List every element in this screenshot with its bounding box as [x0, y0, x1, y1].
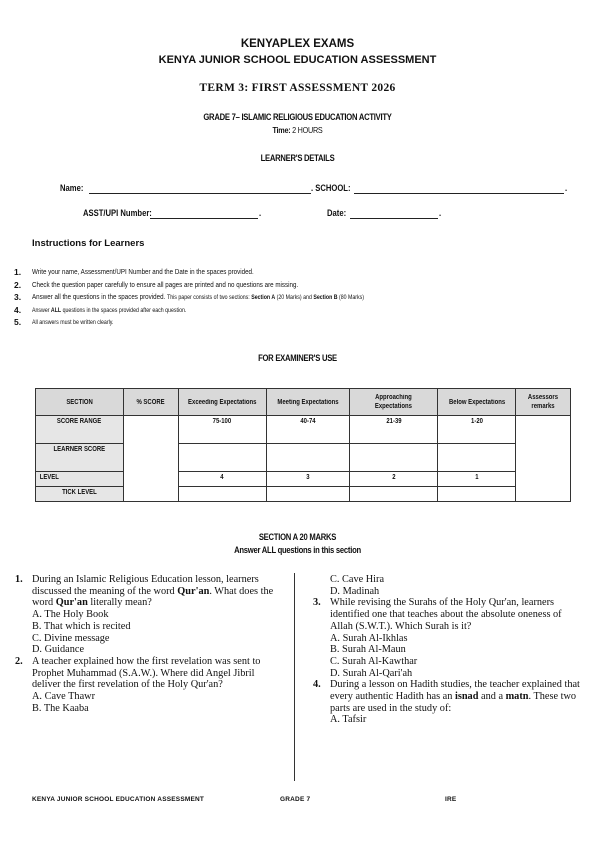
tick-cell[interactable]	[438, 487, 516, 502]
table-row	[36, 416, 571, 444]
tick-cell[interactable]	[350, 487, 438, 502]
footer-subject: IRE	[445, 796, 457, 803]
footer-grade: GRADE 7	[280, 796, 311, 803]
learner-score-cell[interactable]	[266, 444, 350, 472]
score-table	[35, 388, 571, 502]
table-row	[36, 444, 571, 472]
level-below: 1	[438, 472, 516, 487]
date-field[interactable]	[350, 211, 438, 219]
date-label: Date:	[327, 208, 347, 218]
row-label-level: LEVEL	[36, 472, 124, 487]
col-percent-score: % SCORE	[123, 389, 178, 416]
percent-score-cell[interactable]	[123, 416, 178, 502]
question-1-option-c[interactable]: C. Divine message	[32, 632, 110, 644]
range-meeting: 40-74	[266, 416, 350, 444]
level-meeting: 3	[266, 472, 350, 487]
table-row	[36, 487, 571, 502]
instruction-item: 3. Answer all the questions in the spaces provided. This paper consists of two sections: Section A (20 Marks) and Section B (80 Marks)	[14, 292, 365, 303]
exam-name: KENYAPLEX EXAMS	[240, 38, 355, 50]
question-3-option-d[interactable]: D. Surah Al-Qari'ah	[330, 667, 413, 679]
grade-subject: GRADE 7– ISLAMIC RELIGIOUS EDUCATION ACTIVITY	[203, 112, 392, 122]
question-3-option-a[interactable]: A. Surah Al-Ikhlas	[330, 632, 408, 644]
question-2-option-c[interactable]: C. Cave Hira	[330, 574, 385, 585]
question-3-option-c[interactable]: C. Surah Al-Kawthar	[330, 655, 418, 667]
questions-right-column	[313, 574, 585, 726]
assessment-title: KENYA JUNIOR SCHOOL EDUCATION ASSESSMENT	[158, 54, 437, 66]
range-below: 1-20	[438, 416, 516, 444]
questions-left-column	[15, 574, 280, 714]
school-field[interactable]	[354, 186, 564, 194]
section-a-heading: SECTION A 20 MARKS	[258, 532, 337, 542]
col-section: SECTION	[36, 389, 124, 416]
learner-score-cell[interactable]	[350, 444, 438, 472]
range-exceeding: 75-100	[178, 416, 266, 444]
time-value: 2 HOURS	[292, 125, 323, 135]
instruction-item: 2. Check the question paper carefully to ensure all pages are printed and no questions are missing.	[14, 279, 299, 290]
school-end: .	[565, 183, 568, 193]
col-exceeding: Exceeding Expectations	[178, 389, 266, 416]
learner-details-heading: LEARNER'S DETAILS	[260, 153, 335, 163]
row-label-score-range: SCORE RANGE	[36, 416, 124, 444]
question-1-option-b[interactable]: B. That which is recited	[32, 620, 131, 632]
row-label-learner-score: LEARNER SCORE	[36, 444, 124, 472]
question-3: 3. While revising the Surahs of the Holy Qur'an, learners identified one that teaches about the absolute oneness of Allah (S.W.T.). Which Surah is it?	[313, 597, 562, 632]
section-a-instruction: Answer ALL questions in this section	[234, 545, 361, 555]
col-below: Below Expectations	[438, 389, 516, 416]
instructions-heading: Instructions for Learners	[32, 238, 145, 249]
school-label: . SCHOOL:	[311, 183, 351, 193]
row-label-tick-level: TICK LEVEL	[36, 487, 124, 502]
question-2-option-b[interactable]: B. The Kaaba	[32, 702, 89, 714]
date-end: .	[439, 208, 442, 218]
instruction-item: 5. All answers must be written clearly.	[14, 317, 114, 328]
question-1-option-d[interactable]: D. Guidance	[32, 644, 85, 656]
learner-score-cell[interactable]	[438, 444, 516, 472]
column-divider	[294, 573, 295, 781]
footer-assessment: KENYA JUNIOR SCHOOL EDUCATION ASSESSMENT	[32, 796, 205, 803]
level-exceeding: 4	[178, 472, 266, 487]
asst-upi-field[interactable]	[150, 211, 258, 219]
question-1: 1. During an Islamic Religious Education lesson, learners discussed the meaning of the word Qur'an. What does the word Qur'an literally mean?	[15, 574, 274, 609]
question-2-option-a[interactable]: A. Cave Thawr	[32, 691, 96, 703]
question-4-option-a[interactable]: A. Tafsir	[330, 714, 367, 726]
level-approaching: 2	[350, 472, 438, 487]
score-table-header	[36, 389, 571, 416]
name-field[interactable]	[89, 186, 311, 194]
tick-cell[interactable]	[266, 487, 350, 502]
asst-end: .	[259, 208, 262, 218]
examiner-use-heading: FOR EXAMINER'S USE	[258, 353, 337, 363]
instruction-item: 1. Write your name, Assessment/UPI Number and the Date in the spaces provided.	[14, 267, 254, 277]
question-2: 2. A teacher explained how the first revelation was sent to Prophet Muhammad (S.A.W.). Where did Angel Jibril deliver the first revelation of the Holy Qur'an?	[15, 655, 261, 691]
instruction-item: 4. Answer ALL questions in the spaces provided after each question.	[14, 304, 187, 315]
asst-upi-label: ASST/UPI Number:	[83, 208, 152, 218]
time-label: Time:	[272, 125, 291, 135]
question-1-option-a[interactable]: A. The Holy Book	[32, 609, 109, 621]
col-approaching: Approaching Expectations	[350, 389, 438, 416]
question-2-option-d[interactable]: D. Madinah	[330, 585, 380, 597]
col-remarks: Assessors remarks	[516, 389, 571, 416]
time-allowed	[45, 125, 551, 135]
learner-score-cell[interactable]	[178, 444, 266, 472]
table-row	[36, 472, 571, 487]
instructions-list	[14, 266, 584, 329]
term-title: TERM 3: FIRST ASSESSMENT 2026	[199, 82, 396, 94]
question-3-option-b[interactable]: B. Surah Al-Maun	[330, 644, 406, 656]
name-label: Name:	[60, 183, 84, 193]
question-4: 4. During a lesson on Hadith studies, the teacher explained that every authentic Hadith has an isnad and a matn. These two parts are used in the study of:	[313, 679, 580, 714]
col-meeting: Meeting Expectations	[266, 389, 350, 416]
remarks-cell[interactable]	[516, 416, 571, 502]
range-approaching: 21-39	[350, 416, 438, 444]
tick-cell[interactable]	[178, 487, 266, 502]
